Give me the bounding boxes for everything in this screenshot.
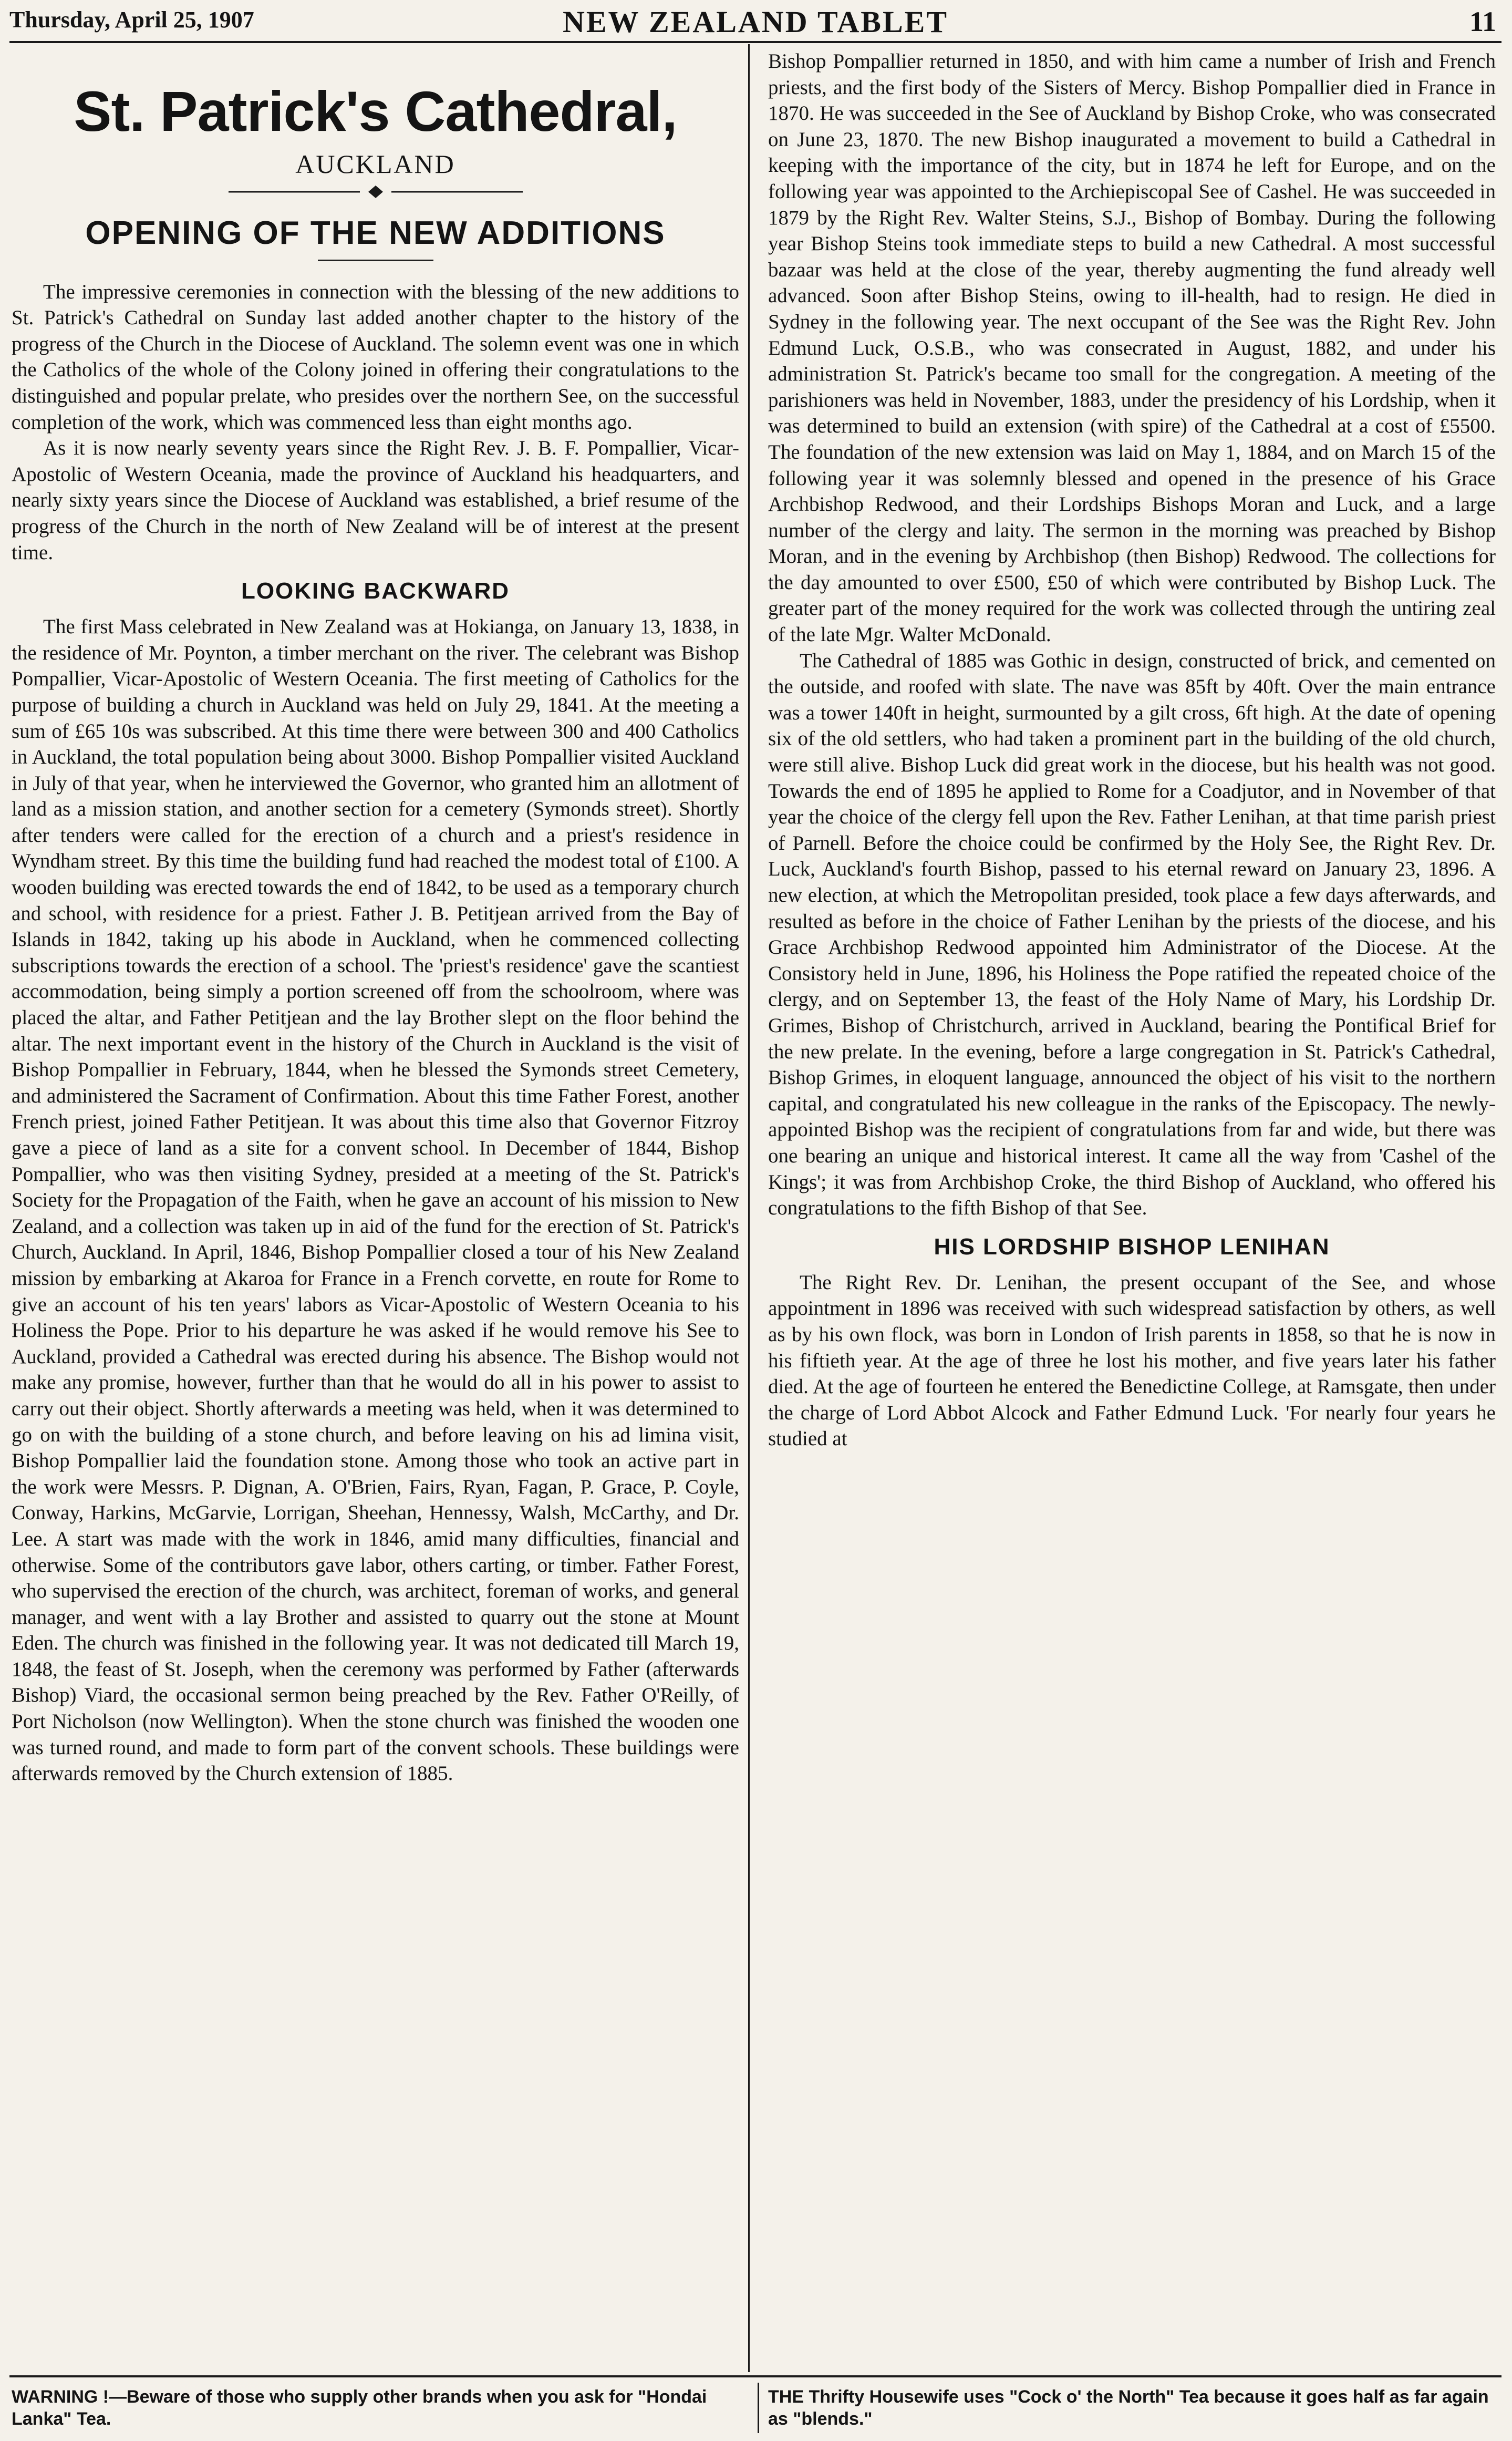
left-column	[12, 48, 739, 2355]
intro-paragraph: As it is now nearly seventy years since the Right Rev. J. B. F. Pompallier, Vicar-Apostolic of Western Oceania, made the province of Auckland his headquarters, and nearly sixty years since the Diocese of Auckland was established, a brief resume of the progress of the Church in the north of New Zealand will be of interest at the present time.	[12, 437, 739, 564]
footer-divider	[758, 2383, 759, 2433]
right-column	[768, 48, 1496, 2355]
advert-cock-o-the-north: THE Thrifty Housewife uses "Cock o' the North" Tea because it goes half as far again as "blends."	[768, 2387, 1489, 2429]
body-paragraph: The Cathedral of 1885 was Gothic in design, constructed of brick, and cemented on the outside, and roofed with slate. The nave was 85ft by 40ft. Over the main entrance was a tower 140ft in height, surmounted by a gilt cross, 6ft high. At the date of opening six of the old settlers, who had taken a prominent part in the building of the old church, were still alive. Bishop Luck did great work in the diocese, but his health was not good. Towards the end of 1895 he applied to Rome for a Coadjutor, and in November of that year the choice of the clergy fell upon the Rev. Father Lenihan, at that time parish priest of Parnell. Before the choice could be confirmed by the Holy See, the Right Rev. Dr. Luck, Auckland's fourth Bishop, passed to his eternal reward on January 23, 1896. A new election, at which the Metropolitan presided, took place a few days afterwards, and resulted as before in the choice of Father Lenihan by the priests of the diocese, and his Grace Archbishop Redwood appointed him Administrator of the Diocese. At the Consistory held in June, 1896, his Holiness the Pope ratified the repeated choice of the clergy, and on September 13, the feast of the Holy Name of Mary, his Lordship Dr. Grimes, Bishop of Christchurch, arrived in Auckland, bearing the Pontifical Brief for the new prelate. In the evening, before a large congregation in St. Patrick's Cathedral, Bishop Grimes, in eloquent language, announced the object of his visit to the northern capital, and congratulated his new colleague in the ranks of the Episcopacy. The newly-appointed Bishop was the recipient of congratulations from far and wide, but there was one bearing an unique and historical interest. It came all the way from 'Cashel of the Kings'; it was from Archbishop Croke, the third Bishop of Auckland, who offered his congratulations to the fifth Bishop of that See.	[768, 649, 1496, 1220]
advert-hondai-lanka: WARNING !—Beware of those who supply other brands when you ask for "Hondai Lanka" Tea.	[12, 2387, 707, 2429]
article-subtitle: AUCKLAND	[295, 149, 455, 179]
issue-date: Thursday, April 25, 1907	[9, 7, 254, 33]
body-paragraph: The first Mass celebrated in New Zealand was at Hokianga, on January 13, 1838, in the residence of Mr. Poynton, a timber merchant on the river. The celebrant was Bishop Pompallier, Vicar-Apostolic of Western Oceania. The first meeting of Catholics for the purpose of building a church in Auckland was held on July 29, 1841. At the meeting a sum of £65 10s was subscribed. At this time there were between 300 and 400 Catholics in Auckland, the total population being about 3000. Bishop Pompallier visited Auckland in July of that year, when he interviewed the Governor, who granted him an allotment of land as a mission station, and another section for a cemetery (Symonds street). Shortly after tenders were called for the erection of a church and a priest's residence in Wyndham street. By this time the building fund had reached the modest total of £100. A wooden building was erected towards the end of 1842, to be used as a temporary church and school, with residence for a priest. Father J. B. Petitjean arrived from the Bay of Islands in 1842, taking up his abode in Auckland, when he commenced collecting subscriptions towards the erection of a school. The 'priest's residence' gave the scantiest accommodation, being simply a portion screened off from the schoolroom, where was placed the altar, and Father Petitjean and the lay Brother slept on the floor behind the altar. The next important event in the history of the Church in Auckland is the visit of Bishop Pompallier in February, 1844, when he blessed the Symonds street Cemetery, and administered the Sacrament of Confirmation. About this time Father Forest, another French priest, joined Father Petitjean. It was about this time also that Governor Fitzroy gave a piece of land as a site for a convent school. In December of 1844, Bishop Pompallier, who was then visiting Sydney, presided at a meeting of the St. Patrick's Society for the Propagation of the Faith, when he gave an account of his mission to New Zealand, and a collection was taken up in aid of the fund for the erection of St. Patrick's Church, Auckland. In April, 1846, Bishop Pompallier closed a tour of his New Zealand mission by embarking at Akaroa for France in a French corvette, en route for Rome to give an account of his ten years' labors as Vicar-Apostolic of Western Oceania to his Holiness the Pope. Prior to his departure he was asked if he would remove his See to Auckland, provided a Cathedral was erected during his absence. The Bishop would not make any promise, however, further than that he would do all in his power to assist to carry out their object. Shortly afterwards a meeting was held, when it was determined to go on with the building of a stone church, and before leaving on his ad limina visit, Bishop Pompallier laid the foundation stone. Among those who took an active part in the work were Messrs. P. Dignan, A. O'Brien, Fairs, Ryan, Fagan, P. Grace, P. Coyle, Conway, Harkins, McGarvie, Lorrigan, Sheehan, Hennessy, Walsh, McCarthy, and Dr. Lee. A start was made with the work in 1846, amid many difficulties, financial and otherwise. Some of the contributors gave labor, others carting, or timber. Father Forest, who supervised the erection of the church, was architect, foreman of works, and general manager, and went with a lay Brother and assisted to quarry out the stone at Mount Eden. The church was finished in the following year. It was not dedicated till March 19, 1848, the feast of St. Joseph, when the ceremony was performed by Father (afterwards Bishop) Viard, the occasional sermon being preached by the Rev. Father O'Reilly, of Port Nicholson (now Wellington). When the stone church was finished the wooden one was turned round, and made to form part of the convent schools. These buildings were afterwards removed by the Church extension of 1885.	[12, 615, 739, 1785]
ornament-rule-icon	[229, 184, 523, 200]
headline-rule	[318, 260, 433, 261]
section-heading-looking-backward: LOOKING BACKWARD	[241, 578, 510, 604]
body-paragraph: The Right Rev. Dr. Lenihan, the present occupant of the See, and whose appointment in 1896 was received with such widespread satisfaction by others, as well as by his own flock, was born in London of Irish parents in 1858, so that he is now in his fiftieth year. At the age of three he lost his mother, and five years later his father died. At the age of fourteen he entered the Benedictine College, at Ramsgate, then under the charge of Lord Abbot Alcock and Father Edmund Luck. 'For nearly four years he studied at	[768, 1271, 1496, 1450]
page-number: 11	[1469, 6, 1496, 37]
body-paragraph-continued: Bishop Pompallier returned in 1850, and with him came a number of Irish and French priests, and the first body of the Sisters of Mercy. Bishop Pompallier died in France in 1870. He was succeeded in the See of Auckland by Bishop Croke, who was consecrated on June 23, 1870. The new Bishop inaugurated a movement to build a Cathedral in keeping with the importance of the city, but in 1874 he left for Europe, and on the following year was appointed to the Archiepiscopal See of Cashel. He was succeeded in 1879 by the Right Rev. Walter Steins, S.J., Bishop of Bombay. During the following year Bishop Steins took immediate steps to build a new Cathedral. A most successful bazaar was held at the close of the year, thereby augmenting the fund already well advanced. Soon after Bishop Steins, owing to ill-health, had to resign. He died in Sydney in the following year. The next occupant of the See was the Right Rev. John Edmund Luck, O.S.B., who was consecrated in August, 1882, and under his administration St. Patrick's became too small for the congregation. A meeting of the parishioners was held in November, 1883, under the presidency of his Lordship, when it was determined to build an extension (with spire) of the Cathedral at a cost of £5500. The foundation of the new extension was laid on May 1, 1884, and on March 15 of the following year it was solemnly blessed and opened in the presence of his Grace Archbishop Redwood, and their Lordships Bishops Moran and Luck, and a large number of the clergy and laity. The sermon in the morning was preached by Bishop Moran, and in the evening by Archbishop (then Bishop) Redwood. The collections for the day amounted to over £500, £50 of which were contributed by Bishop Luck. The greater part of the money required for the work was collected through the untiring zeal of the late Mgr. Walter McDonald.	[768, 50, 1496, 646]
intro-paragraph: The impressive ceremonies in connection with the blessing of the new additions to St. Patrick's Cathedral on Sunday last added another chapter to the history of the progress of the Church in the Diocese of Auckland. The solemn event was one in which the Catholics of the whole of the Colony joined in offering their congratulations to the distinguished and popular prelate, who presides over the northern See, on the successful completion of the work, which was commenced less than eight months ago.	[12, 280, 739, 434]
running-head	[9, 4, 1501, 43]
column-divider	[748, 44, 750, 2372]
footer-advertisements	[9, 2375, 1501, 2435]
article-headline: OPENING OF THE NEW ADDITIONS	[85, 214, 666, 251]
paper-name: NEW ZEALAND TABLET	[562, 5, 949, 39]
section-heading-bishop-lenihan: HIS LORDSHIP BISHOP LENIHAN	[934, 1233, 1330, 1260]
article-title: St. Patrick's Cathedral,	[74, 79, 677, 143]
